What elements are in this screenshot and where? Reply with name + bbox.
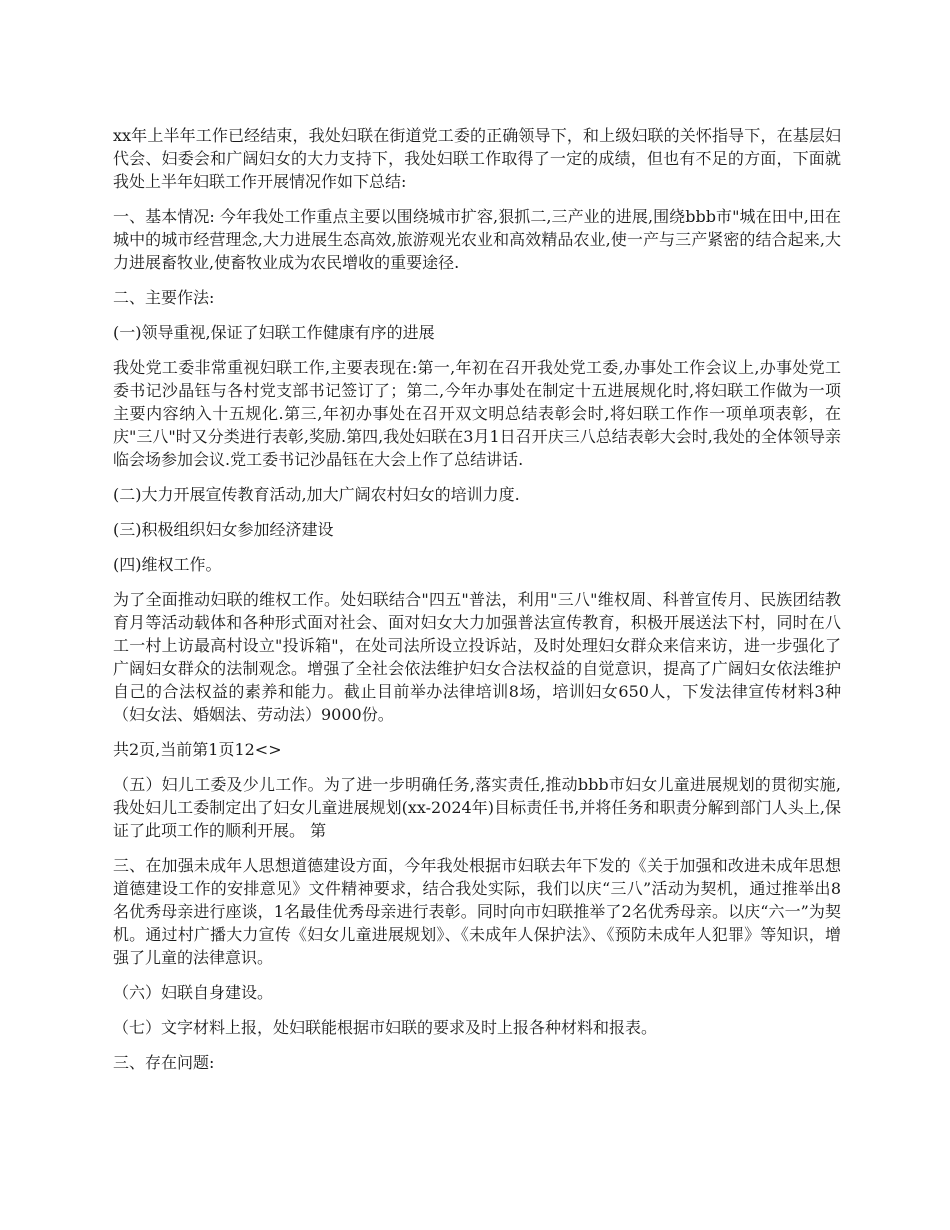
- leadership-paragraph: 我处党工委非常重视妇联工作,主要表现在:第一,年初在召开我处党工委,办事处工作会议上,办事处党工委书记沙晶钰与各村党支部书记签订了；第二,今年办事处在制定十五进展规化时,将妇联工作做为一项主要内容纳入十五规化.第三,年初办事处在召开双文明总结表彰会时,将妇联工作作一项单项表彰，在庆"三八"时又分类进行表彰,奖励.第四,我处妇联在3月1日召开庆三八总结表彰大会时,我处的全体领导亲临会场参加会议.党工委书记沙晶钰在大会上作了总结讲话.: [113, 358, 841, 469]
- problems-heading: 三、存在问题:: [113, 1053, 215, 1072]
- subheading-self-building: （六）妇联自身建设。: [113, 983, 274, 1002]
- minors-morality-paragraph: 三、在加强未成年人思想道德建设方面，今年我处根据市妇联去年下发的《关于加强和改进未成年思想道德建设工作的安排意见》文件精神要求，结合我处实际，我们以庆“三八”活动为契机，通过推举出8名优秀母亲进行座谈，1名最佳优秀母亲进行表彰。同时向市妇联推举了2名优秀母亲。以庆“六一”为契机。通过村广播大力宣传《妇女儿童进展规划》、《未成年人保护法》、《预防未成年人犯罪》等知识，增强了儿童的法律意识。: [113, 856, 841, 967]
- children-work-paragraph: （五）妇儿工委及少儿工作。为了进一步明确任务,落实责任,推动bbb市妇女儿童进展规划的贯彻实施,我处妇儿工委制定出了妇女儿童进展规划(xx-2024年)目标责任书,并将任务和职责分解到部门人头上,保证了此项工作的顺利开展。 第: [113, 775, 841, 840]
- subheading-rights: (四)维权工作。: [113, 555, 222, 574]
- document-body: [113, 124, 841, 1086]
- page-indicator: 共2页,当前第1页12<>: [113, 740, 282, 759]
- subheading-leadership: (一)领导重视,保证了妇联工作健康有序的进展: [113, 323, 435, 342]
- rights-paragraph: 为了全面推动妇联的维权工作。处妇联结合"四五"普法，利用"三八"维权周、科普宣传月、民族团结教育月等活动载体和各种形式面对社会、面对妇女大力加强普法宣传教育，积极开展送法下村，同时在八工一村上访最高村设立"投诉箱"，在处司法所设立投诉站，及时处理妇女群众来信来访，进一步强化了广阔妇女群众的法制观念。增强了全社会依法维护妇女合法权益的自觉意识，提高了广阔妇女依法维护自己的合法权益的素养和能力。截止目前举办法律培训8场，培训妇女650人，下发法律宣传材料3种（妇女法、婚姻法、劳动法）9000份。: [113, 590, 841, 724]
- subheading-reports: （七）文字材料上报，处妇联能根据市妇联的要求及时上报各种材料和报表。: [113, 1018, 658, 1037]
- subheading-economy: (三)积极组织妇女参加经济建设: [113, 520, 334, 539]
- intro-paragraph: xx年上半年工作已经结束，我处妇联在街道党工委的正确领导下，和上级妇联的关怀指导下，在基层妇代会、妇委会和广阔妇女的大力支持下，我处妇联工作取得了一定的成绩，但也有不足的方面，下面就我处上半年妇联工作开展情况作如下总结:: [113, 126, 841, 191]
- basic-situation-paragraph: 一、基本情况: 今年我处工作重点主要以围绕城市扩容,狠抓二,三产业的进展,围绕bbb市"城在田中,田在城中的城市经营理念,大力进展生态高效,旅游观光农业和高效精品农业,使一产与三产紧密的结合起来,大力进展畜牧业,使畜牧业成为农民增收的重要途径.: [113, 207, 841, 272]
- subheading-education: (二)大力开展宣传教育活动,加大广阔农村妇女的培训力度.: [113, 485, 520, 504]
- main-practices-heading: 二、主要作法:: [113, 288, 215, 307]
